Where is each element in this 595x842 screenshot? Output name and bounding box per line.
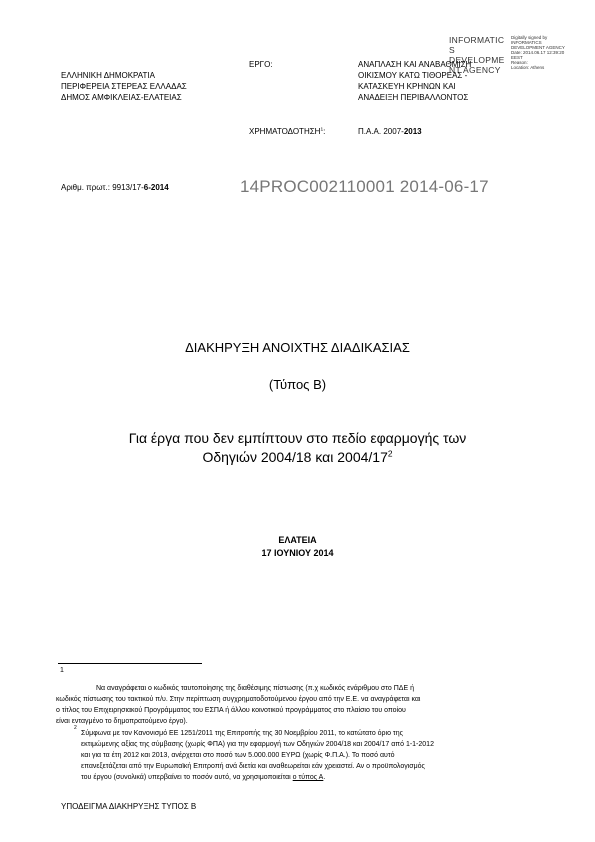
footnote-2-mark: 2	[74, 725, 77, 731]
signature-name-line: INFORMATIC	[449, 35, 505, 45]
funding-value-year: 2013	[403, 127, 422, 136]
project-title	[358, 59, 471, 103]
footnote-1-line: κωδικός πίστωσης του τακτικού π/υ. Στην περίπτωση συγχρηματοδοτούμενου έργου από την Ε.Ε. να αναγράφεται και	[56, 696, 421, 703]
footnote-2-line: εκτιμώμενης αξίας της σύμβασης (χωρίς ΦΠΑ) για την εφαρμογή των Οδηγιών 2004/18 και 2004/17 από 1-1-2012	[81, 741, 434, 748]
project-line: ΑΝΑΔΕΙΞΗ ΠΕΡΙΒΑΛΛΟΝΤΟΣ	[358, 93, 469, 102]
signature-detail-line: Reason:	[511, 60, 528, 65]
project-line: ΚΑΤΑΣΚΕΥΗ ΚΡΗΝΩΝ ΚΑΙ	[358, 82, 456, 91]
funding-colon: :	[323, 127, 326, 136]
authority-line: ΔΗΜΟΣ ΑΜΦΙΚΛΕΙΑΣ-ΕΛΑΤΕΙΑΣ	[61, 93, 182, 102]
type-a-link[interactable]: ο τύπος Α	[292, 774, 324, 781]
authority-line: ΕΛΛΗΝΙΚΗ ΔΗΜΟΚΡΑΤΙΑ	[61, 71, 155, 80]
document-type: (Τύπος Β)	[268, 377, 327, 392]
funding-label	[249, 126, 325, 137]
protocol-number	[61, 182, 169, 193]
project-line: ΑΝΑΠΛΑΣΗ ΚΑΙ ΑΝΑΒΑΘΜΙΣΗ	[358, 60, 472, 69]
subtitle-line-1: Για έργα που δεν εμπίπτουν στο πεδίο εφαρμογής των	[128, 430, 467, 446]
signature-detail-line: Date: 2014.06.17 12:39:20	[511, 50, 565, 55]
footnote-2-last-prefix: του έργου (συνολικά) υπερβαίνει το ποσόν αυτό, να χρησιμοποιείται	[81, 774, 293, 781]
authority-line: ΠΕΡΙΦΕΡΕΙΑ ΣΤΕΡΕΑΣ ΕΛΛΑΔΑΣ	[61, 82, 187, 91]
funding-label-text: ΧΡΗΜΑΤΟΔΟΤΗΣΗ	[249, 127, 321, 136]
funding-value	[358, 126, 422, 137]
signature-detail-line: EEST	[511, 55, 523, 60]
document-title: ΔΙΑΚΗΡΥΞΗ ΑΝΟΙΧΤΗΣ ΔΙΑΔΙΚΑΣΙΑΣ	[185, 340, 410, 355]
document-subtitle	[0, 429, 595, 467]
footnote-1-mark: 1	[60, 667, 64, 674]
footnote-2-last-suffix: .	[323, 774, 326, 781]
footnote-2	[81, 728, 541, 783]
signature-name-line: S	[449, 45, 455, 55]
footnote-separator	[58, 663, 202, 664]
footnote-1	[56, 683, 540, 727]
signature-detail-line: Location: Athens	[511, 65, 545, 70]
signature-detail-line: INFORMATICS	[511, 40, 542, 45]
footnote-1-line: είναι ενταγμένο το δημοπρατούμενο έργο).	[56, 718, 188, 725]
signature-name-line: NT AGENCY	[449, 65, 501, 75]
footnote-2-line: επανεξετάζεται από την Ευρωπαϊκή Επιτροπή ανά διετία και αναθεωρείται εάν χρειαστεί. Αν ο προϋπολογισμός	[81, 763, 425, 770]
footnote-1-line-text: Να αναγράφεται ο κωδικός ταυτοποίησης της διαθέσιμης πίστωσης (π.χ κωδικός ενάριθμου στο ΠΔΕ ή	[96, 685, 414, 692]
signature-detail-line: DEVELOPMENT AGENCY	[511, 45, 565, 50]
protocol-date: 6-2014	[143, 183, 169, 192]
signature-detail-line: Digitally signed by	[511, 35, 548, 40]
signature-name-line: DEVELOPME	[449, 55, 505, 65]
footnote-1-line: ο τίτλος του Επιχειρησιακού Προγράμματος του ΕΣΠΑ ή άλλου κοινοτικού προγράμματος στο πλαίσιο του οποίου	[56, 707, 406, 714]
date: 17 ΙΟΥΝΙΟΥ 2014	[261, 548, 334, 558]
subtitle-line-2-text: Οδηγιών 2004/18 και 2004/17	[202, 449, 388, 465]
project-label: ΕΡΓΟ:	[249, 60, 273, 69]
page-footer: ΥΠΟΔΕΙΓΜΑ ΔΙΑΚΗΡΥΞΗΣ ΤΥΠΟΣ Β	[61, 802, 197, 811]
signature-details	[511, 35, 565, 70]
protocol-prefix: Αριθμ. πρωτ.: 9913/17-	[61, 183, 144, 192]
footnote-ref-1: 1	[320, 127, 324, 133]
place: ΕΛΑΤΕΙΑ	[278, 535, 317, 545]
project-line: ΟΙΚΙΣΜΟΥ ΚΑΤΩ ΤΙΘΟΡΕΑΣ -	[358, 71, 468, 80]
footnote-ref-2: 2	[387, 448, 393, 459]
footnote-1-line	[56, 683, 540, 694]
authority-block	[61, 70, 187, 103]
footnote-2-line	[81, 772, 541, 783]
funding-value-prefix: Π.Α.Α. 2007-	[358, 127, 404, 136]
footnote-2-line: Σύμφωνα με τον Κανονισμό ΕΕ 1251/2011 της Επιτροπής της 30 Νοεμβρίου 2011, το κατώτατο όριο της	[81, 730, 403, 737]
footnote-2-line: και για τα έτη 2012 και 2013, ανέρχεται στο ποσό των 5.000.000 ΕΥΡΩ (χωρίς Φ.Π.Α.). Το ποσό αυτό	[81, 752, 395, 759]
document-id: 14PROC002110001 2014-06-17	[240, 177, 489, 196]
subtitle-line-2	[0, 448, 595, 467]
